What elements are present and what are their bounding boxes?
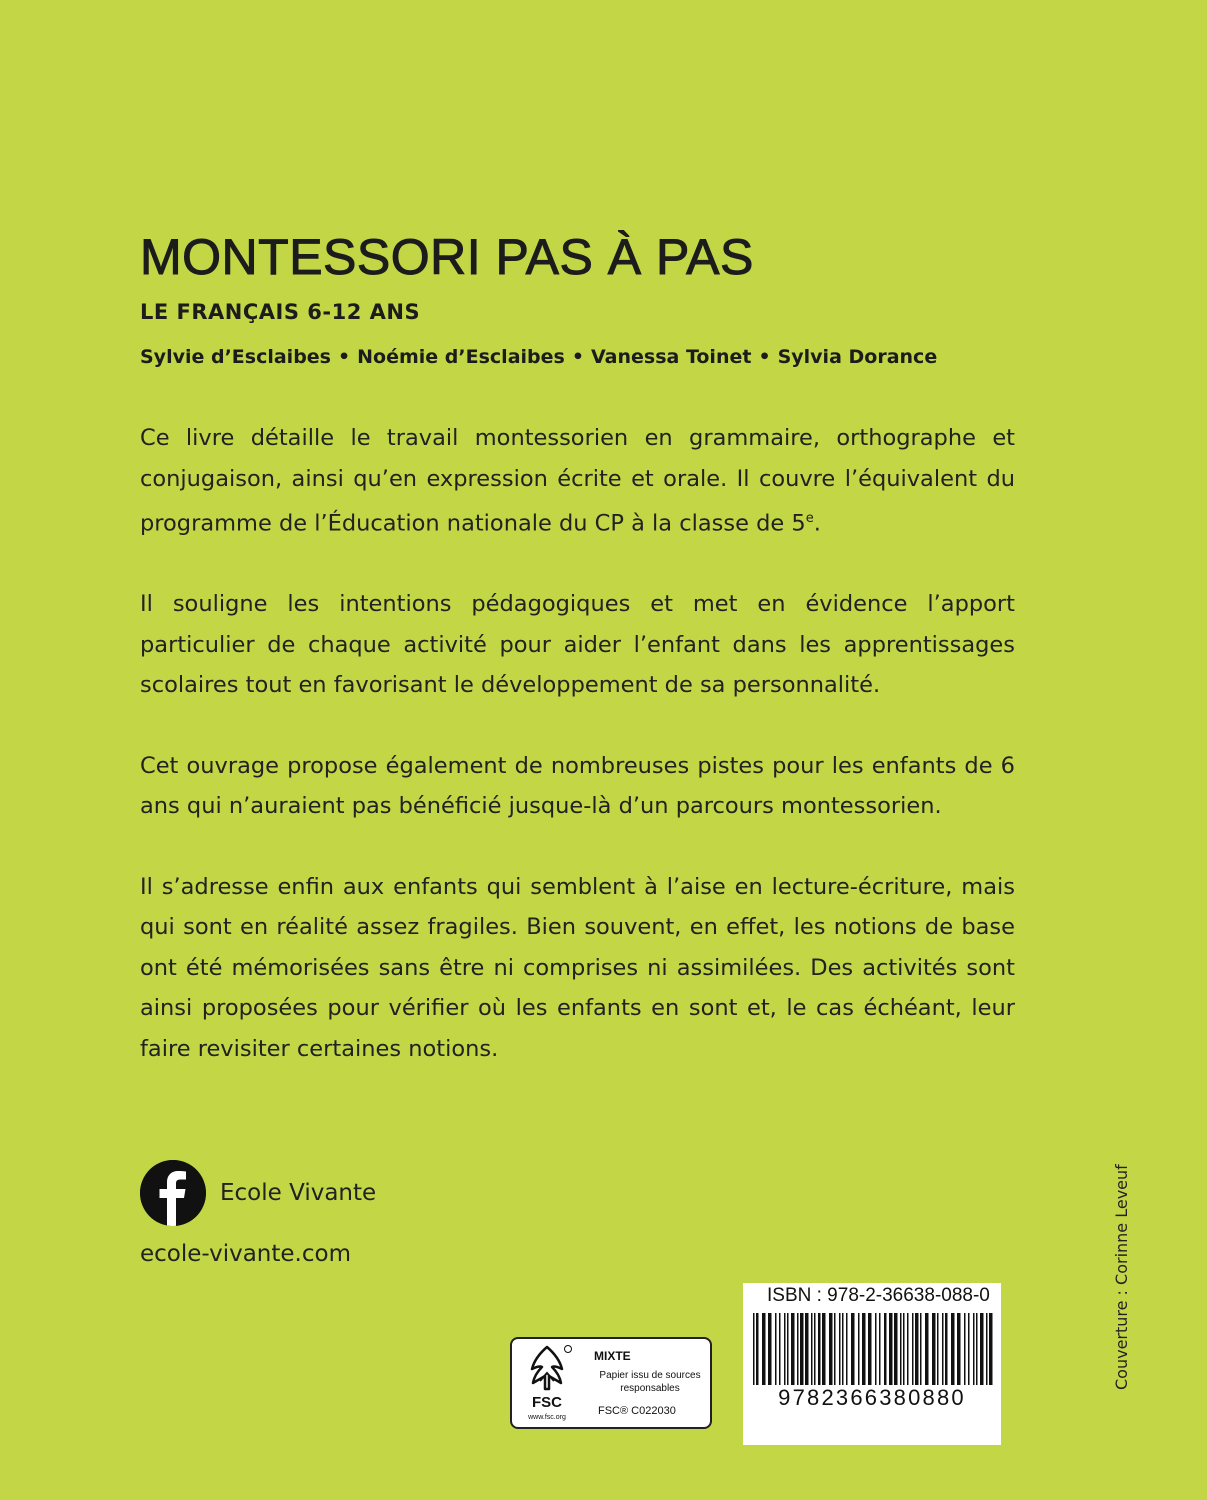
fsc-logo-text: FSC <box>532 1394 562 1411</box>
barcode-bar <box>805 1313 809 1385</box>
barcode-digits: 9782366380880 <box>778 1385 966 1410</box>
isbn-barcode <box>743 1283 1001 1445</box>
barcode-bar <box>925 1313 929 1385</box>
barcode-bar <box>920 1313 922 1385</box>
author-name: Vanessa Toinet <box>590 346 752 368</box>
barcode-bar <box>814 1313 816 1385</box>
barcode-bar <box>851 1313 855 1385</box>
superscript: e <box>805 511 814 526</box>
barcode-bar <box>753 1313 755 1385</box>
author-separator: • <box>571 346 584 368</box>
barcode-bar <box>915 1313 919 1385</box>
barcode-bar <box>762 1313 766 1385</box>
barcode-bar <box>775 1313 777 1385</box>
barcode-bar <box>787 1313 789 1385</box>
barcode-bar <box>842 1313 844 1385</box>
authors-line <box>140 346 937 368</box>
barcode-bar <box>968 1313 970 1385</box>
author-name: Noémie d’Esclaibes <box>357 346 565 368</box>
barcode-bar <box>976 1313 978 1385</box>
barcode-bar <box>912 1313 914 1385</box>
barcode-bar <box>951 1313 955 1385</box>
fsc-label <box>510 1337 712 1429</box>
barcode-bar <box>945 1313 948 1385</box>
barcode-bar <box>756 1313 759 1385</box>
barcode-bar <box>989 1313 993 1385</box>
paragraph-text: Ce livre détaille le travail montessorien en grammaire, orthographe et conjugaison, ainsi qu’en expression écrite et orale. Il couvre l’équivalent du programme de l’Éducation nationale du CP à la classe de 5 <box>140 425 1015 537</box>
facebook-page-name[interactable]: Ecole Vivante <box>220 1180 377 1206</box>
barcode-bar <box>957 1313 961 1385</box>
barcode-bar <box>986 1313 988 1385</box>
barcode-bar <box>818 1313 821 1385</box>
barcode-bar <box>932 1313 936 1385</box>
description-paragraph-4: Il s’adresse enfin aux enfants qui semblent à l’aise en lecture-écriture, mais qui sont en réalité assez fragiles. Bien souvent, en effet, les notions de base ont été mémorisées sans être ni comprises ni assimilées. Des activités sont ainsi proposées pour vérifier où les enfants en sont et, le cas échéant, leur faire revisiter certaines notions. <box>140 873 1015 1062</box>
fsc-description: Papier issu de sources responsables <box>599 1370 701 1394</box>
barcode-bar <box>964 1313 966 1385</box>
description-paragraph-1 <box>140 418 1015 544</box>
barcode-bar <box>768 1313 772 1385</box>
fsc-tree-icon <box>518 1343 576 1423</box>
barcode-bar <box>907 1313 909 1385</box>
barcode-bar <box>980 1313 984 1385</box>
barcode-bar <box>846 1313 848 1385</box>
book-title: MONTESSORI PAS À PAS <box>140 229 754 285</box>
barcode-bar <box>937 1313 939 1385</box>
barcode-bar <box>862 1313 866 1385</box>
barcode-bar <box>903 1313 905 1385</box>
barcode-bar <box>875 1313 877 1385</box>
barcode-bar <box>797 1313 799 1385</box>
description-paragraph-3: Cet ouvrage propose également de nombreuses pistes pour les enfants de 6 ans qui n’auraient pas bénéficié jusque-là d’un parcours montessorien. <box>140 752 1015 819</box>
barcode-bar <box>942 1313 944 1385</box>
book-subtitle: LE FRANÇAIS 6-12 ANS <box>140 300 421 324</box>
barcode-bar <box>839 1313 841 1385</box>
barcode-bar <box>973 1313 975 1385</box>
barcode-bar <box>779 1313 781 1385</box>
facebook-link[interactable] <box>140 1160 376 1226</box>
barcode-bar <box>791 1313 795 1385</box>
barcode-bar <box>800 1313 804 1385</box>
barcode-bar <box>879 1313 881 1385</box>
barcode-bar <box>889 1313 893 1385</box>
fsc-mixte: MIXTE <box>594 1349 631 1363</box>
barcode-bars <box>743 1313 1001 1385</box>
barcode-bar <box>784 1313 786 1385</box>
fsc-code: FSC® C022030 <box>598 1405 676 1417</box>
barcode-bar <box>858 1313 860 1385</box>
description-paragraph-2: Il souligne les intentions pédagogiques et met en évidence l’apport particulier de chaque activité pour aider l’enfant dans les apprentissages scolaires tout en favorisant le développement de sa personnalité. <box>140 591 1015 698</box>
author-separator: • <box>758 346 771 368</box>
back-cover-description <box>140 418 1015 1109</box>
author-name: Sylvie d’Esclaibes <box>140 346 331 368</box>
barcode-bar <box>811 1313 813 1385</box>
fsc-url: www.fsc.org <box>528 1414 566 1421</box>
paragraph-end: . <box>813 510 821 537</box>
cover-credit: Couverture : Corinne Leveuf <box>1112 1164 1131 1390</box>
website-link[interactable]: ecole-vivante.com <box>140 1241 351 1267</box>
barcode-bar <box>868 1313 872 1385</box>
author-name: Sylvia Dorance <box>777 346 938 368</box>
facebook-icon[interactable] <box>140 1160 206 1226</box>
author-separator: • <box>338 346 351 368</box>
barcode-bar <box>900 1313 902 1385</box>
barcode-bar <box>829 1313 833 1385</box>
isbn-label: ISBN : 978-2-36638-088-0 <box>767 1285 990 1306</box>
barcode-bar <box>834 1313 836 1385</box>
barcode-bar <box>822 1313 826 1385</box>
barcode-bar <box>894 1313 898 1385</box>
barcode-bar <box>884 1313 887 1385</box>
